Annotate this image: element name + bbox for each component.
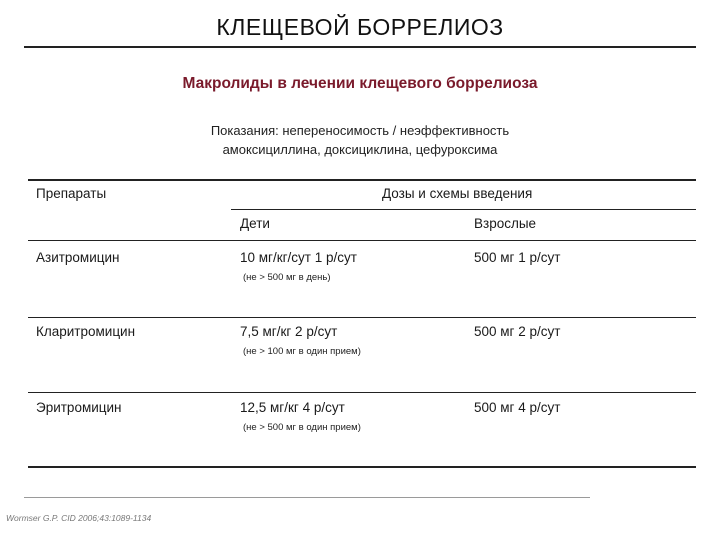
adult-dose: 500 мг 4 р/сут bbox=[474, 400, 561, 415]
header-drugs: Препараты bbox=[36, 186, 107, 201]
source-citation: Wormser G.P. CID 2006;43:1089-1134 bbox=[6, 513, 152, 523]
subheader-children: Дети bbox=[240, 216, 270, 231]
row-divider bbox=[28, 392, 696, 393]
row-divider bbox=[28, 317, 696, 318]
child-dose-note: (не > 500 мг в день) bbox=[243, 272, 331, 283]
slide-subtitle: Макролиды в лечении клещевого боррелиоза bbox=[182, 75, 538, 92]
adult-dose: 500 мг 2 р/сут bbox=[474, 324, 561, 339]
drug-name: Азитромицин bbox=[36, 250, 120, 265]
subheader-adults: Взрослые bbox=[474, 216, 537, 231]
indications-line-2: амоксициллина, доксициклина, цефуроксима bbox=[222, 142, 498, 157]
header-sub-rule bbox=[231, 209, 696, 210]
header-doses: Дозы и схемы введения bbox=[382, 186, 533, 201]
drug-name: Кларитромицин bbox=[36, 324, 136, 339]
table-bottom-rule bbox=[28, 466, 696, 468]
child-dose-note: (не > 100 мг в один прием) bbox=[243, 346, 361, 357]
footer-divider bbox=[24, 497, 590, 498]
drug-name: Эритромицин bbox=[36, 400, 122, 415]
header-bottom-rule bbox=[28, 240, 696, 241]
title-divider bbox=[24, 46, 696, 48]
child-dose: 12,5 мг/кг 4 р/сут bbox=[240, 400, 345, 415]
page-title: КЛЕЩЕВОЙ БОРРЕЛИОЗ bbox=[216, 14, 504, 40]
indications-text bbox=[0, 121, 720, 159]
child-dose: 7,5 мг/кг 2 р/сут bbox=[240, 324, 338, 339]
child-dose-note: (не > 500 мг в один прием) bbox=[243, 422, 361, 433]
table-top-rule bbox=[28, 179, 696, 181]
indications-line-1: Показания: непереносимость / неэффективность bbox=[210, 123, 510, 138]
adult-dose: 500 мг 1 р/сут bbox=[474, 250, 561, 265]
child-dose: 10 мг/кг/сут 1 р/сут bbox=[240, 250, 357, 265]
